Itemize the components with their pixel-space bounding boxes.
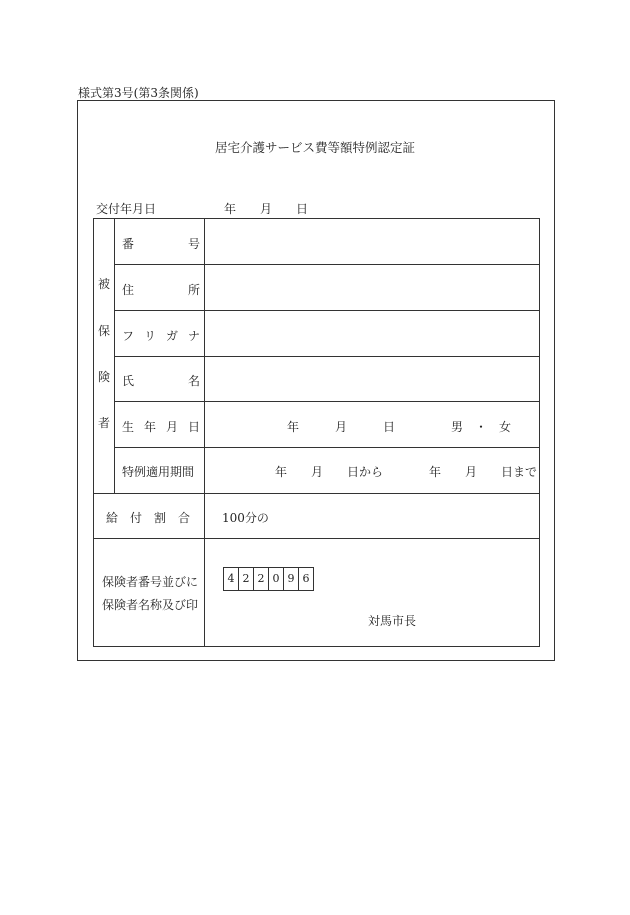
row-label-period: 特例適用期間	[122, 465, 195, 479]
insurer-label-line1: 保険者番号並びに	[102, 575, 199, 589]
row-divider	[114, 264, 540, 265]
benefit-label: 給	[106, 511, 119, 525]
row-label-address: 住	[122, 283, 135, 297]
insured-group-char: 険	[98, 370, 111, 384]
form-number-label: 様式第3号(第3条関係)	[78, 86, 199, 100]
insurer-number-digit: 2	[253, 567, 269, 591]
label-divider	[204, 219, 205, 647]
row-label-birthdate: 日	[188, 420, 201, 434]
benefit-label: 合	[178, 511, 191, 525]
certificate-title: 居宅介護サービス費等額特例認定証	[214, 140, 415, 155]
row-divider	[114, 401, 540, 402]
issue-date-month: 月	[260, 202, 273, 216]
sex-female: 女	[499, 420, 512, 434]
benefit-label: 付	[130, 511, 143, 525]
period-end-month-unit: 月	[465, 465, 478, 479]
insurer-name: 対馬市長	[368, 614, 417, 628]
row-divider	[94, 493, 540, 494]
row-label-birthdate: 月	[166, 420, 179, 434]
insured-group-char: 者	[98, 416, 111, 430]
insurer-number-digit: 4	[223, 567, 239, 591]
insurer-number-digit: 0	[268, 567, 284, 591]
sex-separator: ・	[475, 420, 488, 434]
benefit-ratio-value: 100分の	[222, 511, 269, 525]
row-label-name: 氏	[122, 374, 135, 388]
row-label-name: 名	[188, 374, 201, 388]
group-divider	[114, 219, 115, 493]
benefit-label: 割	[154, 511, 167, 525]
insurer-number-digit: 9	[283, 567, 299, 591]
row-label-number: 号	[188, 237, 201, 251]
row-divider	[114, 356, 540, 357]
period-end-year-unit: 年	[429, 465, 442, 479]
row-divider	[94, 538, 540, 539]
sex-male: 男	[451, 420, 464, 434]
insurer-number-digit: 2	[238, 567, 254, 591]
row-label-address: 所	[188, 283, 201, 297]
row-label-number: 番	[122, 237, 135, 251]
insurer-number-digit: 6	[298, 567, 314, 591]
row-label-furigana: リ	[144, 329, 157, 343]
certificate-table	[93, 218, 540, 647]
insured-group-char: 被	[98, 277, 111, 291]
row-label-birthdate: 年	[144, 420, 157, 434]
period-end-day-unit: 日まで	[501, 465, 538, 479]
row-divider	[114, 310, 540, 311]
birth-day-unit: 日	[383, 420, 396, 434]
period-start-year-unit: 年	[275, 465, 288, 479]
birth-year-unit: 年	[287, 420, 300, 434]
row-label-birthdate: 生	[122, 420, 135, 434]
insurer-label-line2: 保険者名称及び印	[102, 598, 199, 612]
row-divider	[114, 447, 540, 448]
issue-date-year: 年	[224, 202, 237, 216]
period-start-day-unit: 日から	[347, 465, 384, 479]
birth-month-unit: 月	[335, 420, 348, 434]
row-label-furigana: フ	[122, 329, 135, 343]
insured-group-char: 保	[98, 324, 111, 338]
period-start-month-unit: 月	[311, 465, 324, 479]
row-label-furigana: ガ	[166, 329, 179, 343]
issue-date-day: 日	[296, 202, 309, 216]
row-label-furigana: ナ	[188, 329, 201, 343]
issue-date-label: 交付年月日	[96, 202, 157, 216]
